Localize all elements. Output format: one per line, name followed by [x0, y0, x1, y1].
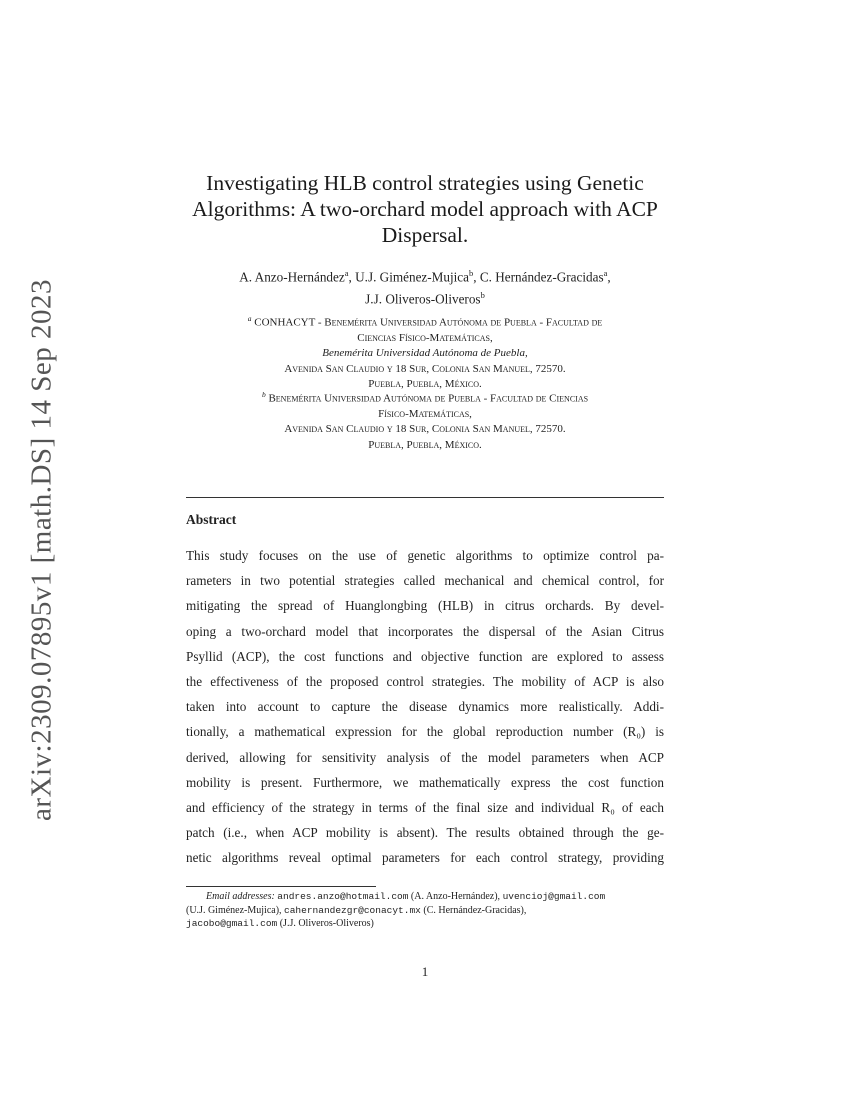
affiliation-line: Avenida San Claudio y 18 Sur, Colonia San Manuel, 72570. — [284, 423, 566, 436]
email-link[interactable]: andres.anzo@hotmail.com — [277, 891, 409, 902]
email-owner: (J.J. Oliveros-Oliveros) — [279, 918, 374, 929]
abstract-heading: Abstract — [186, 512, 237, 527]
abstract-line: netic algorithms reveal optimal parameters for each control strategy, providing — [186, 850, 664, 866]
abstract-line: oping a two-orchard model that incorporates the dispersal of the Asian Citrus — [186, 623, 664, 639]
footnote-label: Email addresses: — [206, 891, 275, 902]
email-owner: (U.J. Giménez-Mujica), — [186, 904, 282, 916]
abstract-line: Psyllid (ACP), the cost functions and objective function are explored to assess — [186, 648, 664, 664]
affiliation-marker: b — [261, 390, 266, 399]
title-line: Dispersal. — [381, 223, 469, 247]
page-number: 1 — [421, 964, 429, 979]
affiliation-line: Físico-Matemáticas, — [378, 407, 472, 420]
paper-title — [186, 170, 664, 248]
affiliation-line: Puebla, Puebla, México. — [368, 438, 482, 451]
affiliation-a — [186, 311, 664, 392]
author-name: U.J. Giménez-Mujica — [355, 269, 470, 285]
title-line: Investigating HLB control strategies using Genetic — [206, 171, 644, 195]
abstract-line: and efficiency of the strategy in terms of the final size and individual R₀ of each — [186, 799, 664, 815]
footnote-emails — [186, 890, 664, 931]
affiliation-line: Ciencias Físico-Matemáticas, — [357, 331, 493, 344]
abstract-top-rule — [186, 497, 664, 498]
author-affil-marker: a — [344, 268, 349, 278]
abstract-line: derived, allowing for sensitivity analysis of the model parameters when ACP — [186, 749, 664, 765]
abstract-body — [186, 543, 664, 870]
abstract-line: mitigating the spread of Huanglongbing (HLB) in citrus orchards. By devel- — [186, 598, 664, 614]
email-link[interactable]: uvencioj@gmail.com — [502, 891, 606, 902]
abstract-line: taken into account to capture the disease dynamics more realistically. Addi- — [186, 699, 664, 715]
affiliation-b — [186, 387, 664, 453]
abstract-line: the effectiveness of the proposed control strategies. The mobility of ACP is also — [186, 673, 664, 689]
abstract-line: mobility is present. Furthermore, we mathematically express the cost function — [186, 774, 664, 790]
affiliation-marker: a — [247, 314, 252, 323]
affiliation-line: Benemérita Universidad Autónoma de Puebla, — [322, 347, 528, 360]
affiliation-line: Puebla, Puebla, México. — [368, 377, 482, 390]
affiliation-line: Benemérita Universidad Autónoma de Puebla - Facultad de Ciencias — [268, 392, 589, 405]
email-owner: (A. Anzo-Hernández), — [410, 891, 501, 902]
author-affil-marker: b — [480, 290, 485, 301]
affiliation-line: Avenida San Claudio y 18 Sur, Colonia San Manuel, 72570. — [284, 362, 566, 375]
author-name: A. Anzo-Hernández — [239, 269, 345, 285]
affiliation-line: CONHACYT - Benemérita Universidad Autónoma de Puebla - Facultad de — [254, 316, 603, 329]
author-list: A. Anzo-Hernández$^a$, U.J. Giménez-Mujica$^b$, C. Hernández-Gracidas$^a$, J.J. Oliveros-Oliveros$^b$ — [239, 268, 611, 307]
arxiv-identifier: arXiv:2309.07895v1 [math.DS] 14 Sep 2023 — [25, 279, 58, 821]
author-name: C. Hernández-Gracidas — [479, 269, 604, 285]
abstract-line: rameters in two potential strategies called mechanical and chemical control, for — [186, 573, 664, 589]
abstract-line: This study focuses on the use of genetic algorithms to optimize control pa- — [186, 548, 664, 563]
author-affil-marker: b — [469, 268, 474, 278]
abstract-line: tionally, a mathematical expression for the global reproduction number (R₀) is — [186, 724, 664, 740]
email-link[interactable]: cahernandezgr@conacyt.mx — [284, 904, 421, 916]
arxiv-sidebar-stamp — [12, 270, 72, 830]
footnote-rule — [186, 886, 376, 887]
email-owner: (C. Hernández-Gracidas), — [423, 904, 527, 916]
author-affil-marker: a — [603, 268, 608, 278]
abstract-line: patch (i.e., when ACP mobility is absent). The results obtained through the ge- — [186, 825, 664, 841]
author-name: J.J. Oliveros-Oliveros — [365, 291, 481, 307]
title-line: Algorithms: A two-orchard model approach with ACP — [192, 197, 658, 221]
email-link[interactable]: jacobo@gmail.com — [186, 918, 278, 929]
